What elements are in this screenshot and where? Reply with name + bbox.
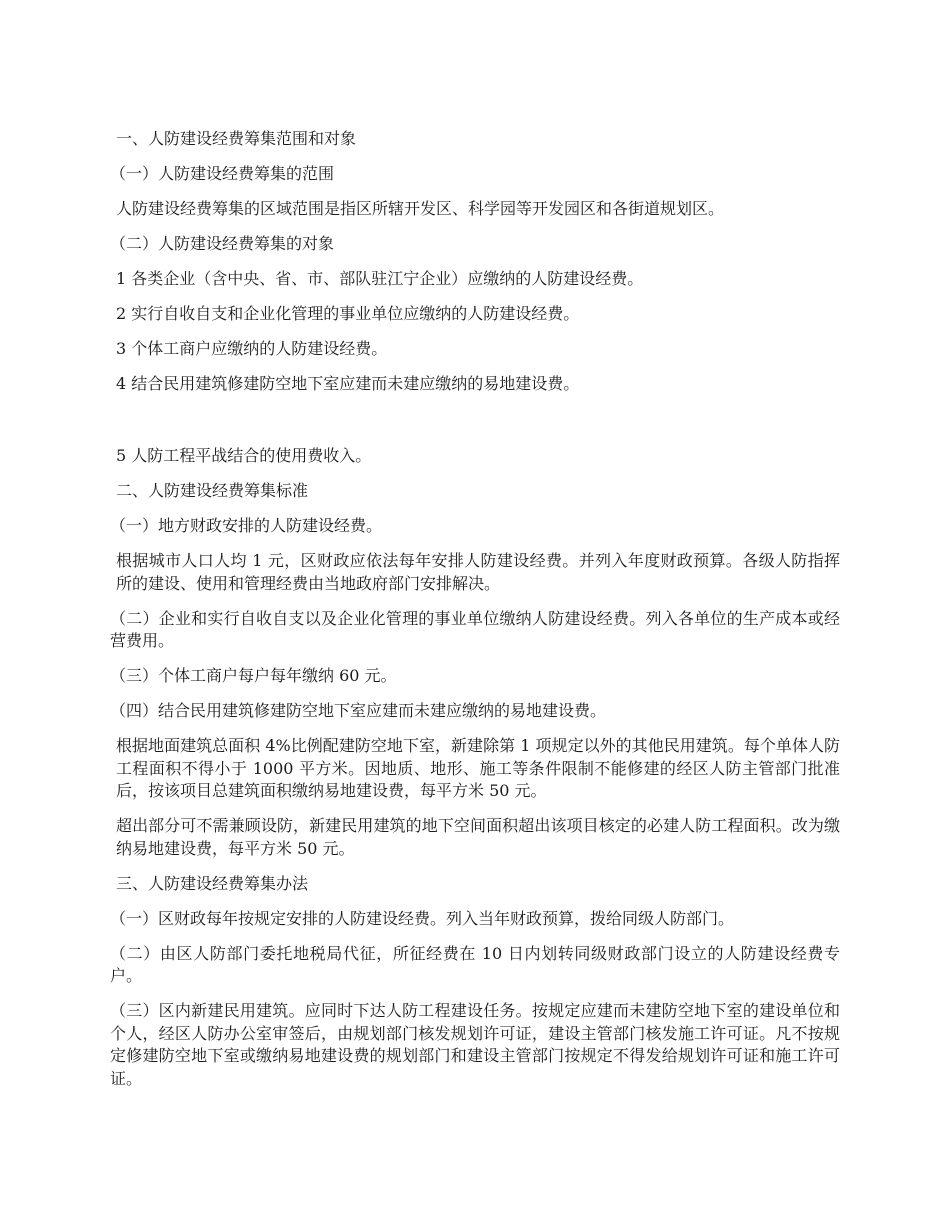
body-paragraph: 人防建设经费筹集的区域范围是指区所辖开发区、科学园等开发园区和各街道规划区。 (116, 199, 725, 218)
list-item: 2 实行自收自支和企业化管理的事业单位应缴纳的人防建设经费。 (116, 304, 580, 323)
subsection-heading: （一）人防建设经费筹集的范围 (110, 164, 335, 183)
body-paragraph: 根据地面建筑总面积 4%比例配建防空地下室，新建除第 1 项规定以外的其他民用建筑。每个单体人防工程面积不得小于 1000 平方米。因地质、地形、施工等条件限制不能修建的经区人防主管部门批准后，按该项目总建筑面积缴纳易地建设费，每平方米 50 元。 (116, 736, 840, 800)
blank-gap (116, 408, 840, 445)
list-item: 5 人防工程平战结合的使用费收入。 (116, 446, 372, 465)
list-item: 4 结合民用建筑修建防空地下室应建而未建应缴纳的易地建设费。 (116, 374, 580, 393)
subsection-heading: （一）地方财政安排的人防建设经费。 (110, 516, 383, 535)
list-item: 1 各类企业（含中央、省、市、部队驻江宁企业）应缴纳的人防建设经费。 (116, 269, 644, 288)
section-heading-3: 三、人防建设经费筹集办法 (116, 873, 309, 893)
body-paragraph: （一）区财政每年按规定安排的人防建设经费。列入当年财政预算，拨给同级人防部门。 (110, 908, 735, 928)
section-heading-2: 二、人防建设经费筹集标准 (116, 481, 309, 500)
body-paragraph: （三）个体工商户每户每年缴纳 60 元。 (110, 666, 397, 685)
section-heading-1: 一、人防建设经费筹集范围和对象 (116, 129, 357, 148)
body-paragraph: 根据城市人口人均 1 元，区财政应依法每年安排人防建设经费。并列入年度财政预算。各级人防指挥所的建设、使用和管理经费由当地政府部门安排解决。 (116, 551, 840, 593)
subsection-heading: （二）人防建设经费筹集的对象 (110, 234, 335, 253)
body-paragraph: （二）由区人防部门委托地税局代征，所征经费在 10 日内划转同级财政部门设立的人防建设经费专户。 (110, 943, 840, 985)
body-paragraph: （二）企业和实行自收自支以及企业化管理的事业单位缴纳人防建设经费。列入各单位的生产成本或经营费用。 (110, 608, 840, 650)
body-paragraph: 超出部分可不需兼顾设防，新建民用建筑的地下空间面积超出该项目核定的必建人防工程面积。改为缴纳易地建设费，每平方米 50 元。 (116, 816, 840, 858)
body-paragraph: （三）区内新建民用建筑。应同时下达人防工程建设任务。按规定应建而未建防空地下室的建设单位和个人，经区人防办公室审签后，由规划部门核发规划许可证，建设主管部门核发施工许可证。凡不按规定修建防空地下室或缴纳易地建设费的规划部门和建设主管部门按规定不得发给规划许可证和施工许可证。 (110, 1001, 840, 1088)
subsection-heading: （四）结合民用建筑修建防空地下室应建而未建应缴纳的易地建设费。 (110, 701, 607, 720)
list-item: 3 个体工商户应缴纳的人防建设经费。 (116, 339, 388, 358)
document-page (110, 128, 840, 1103)
